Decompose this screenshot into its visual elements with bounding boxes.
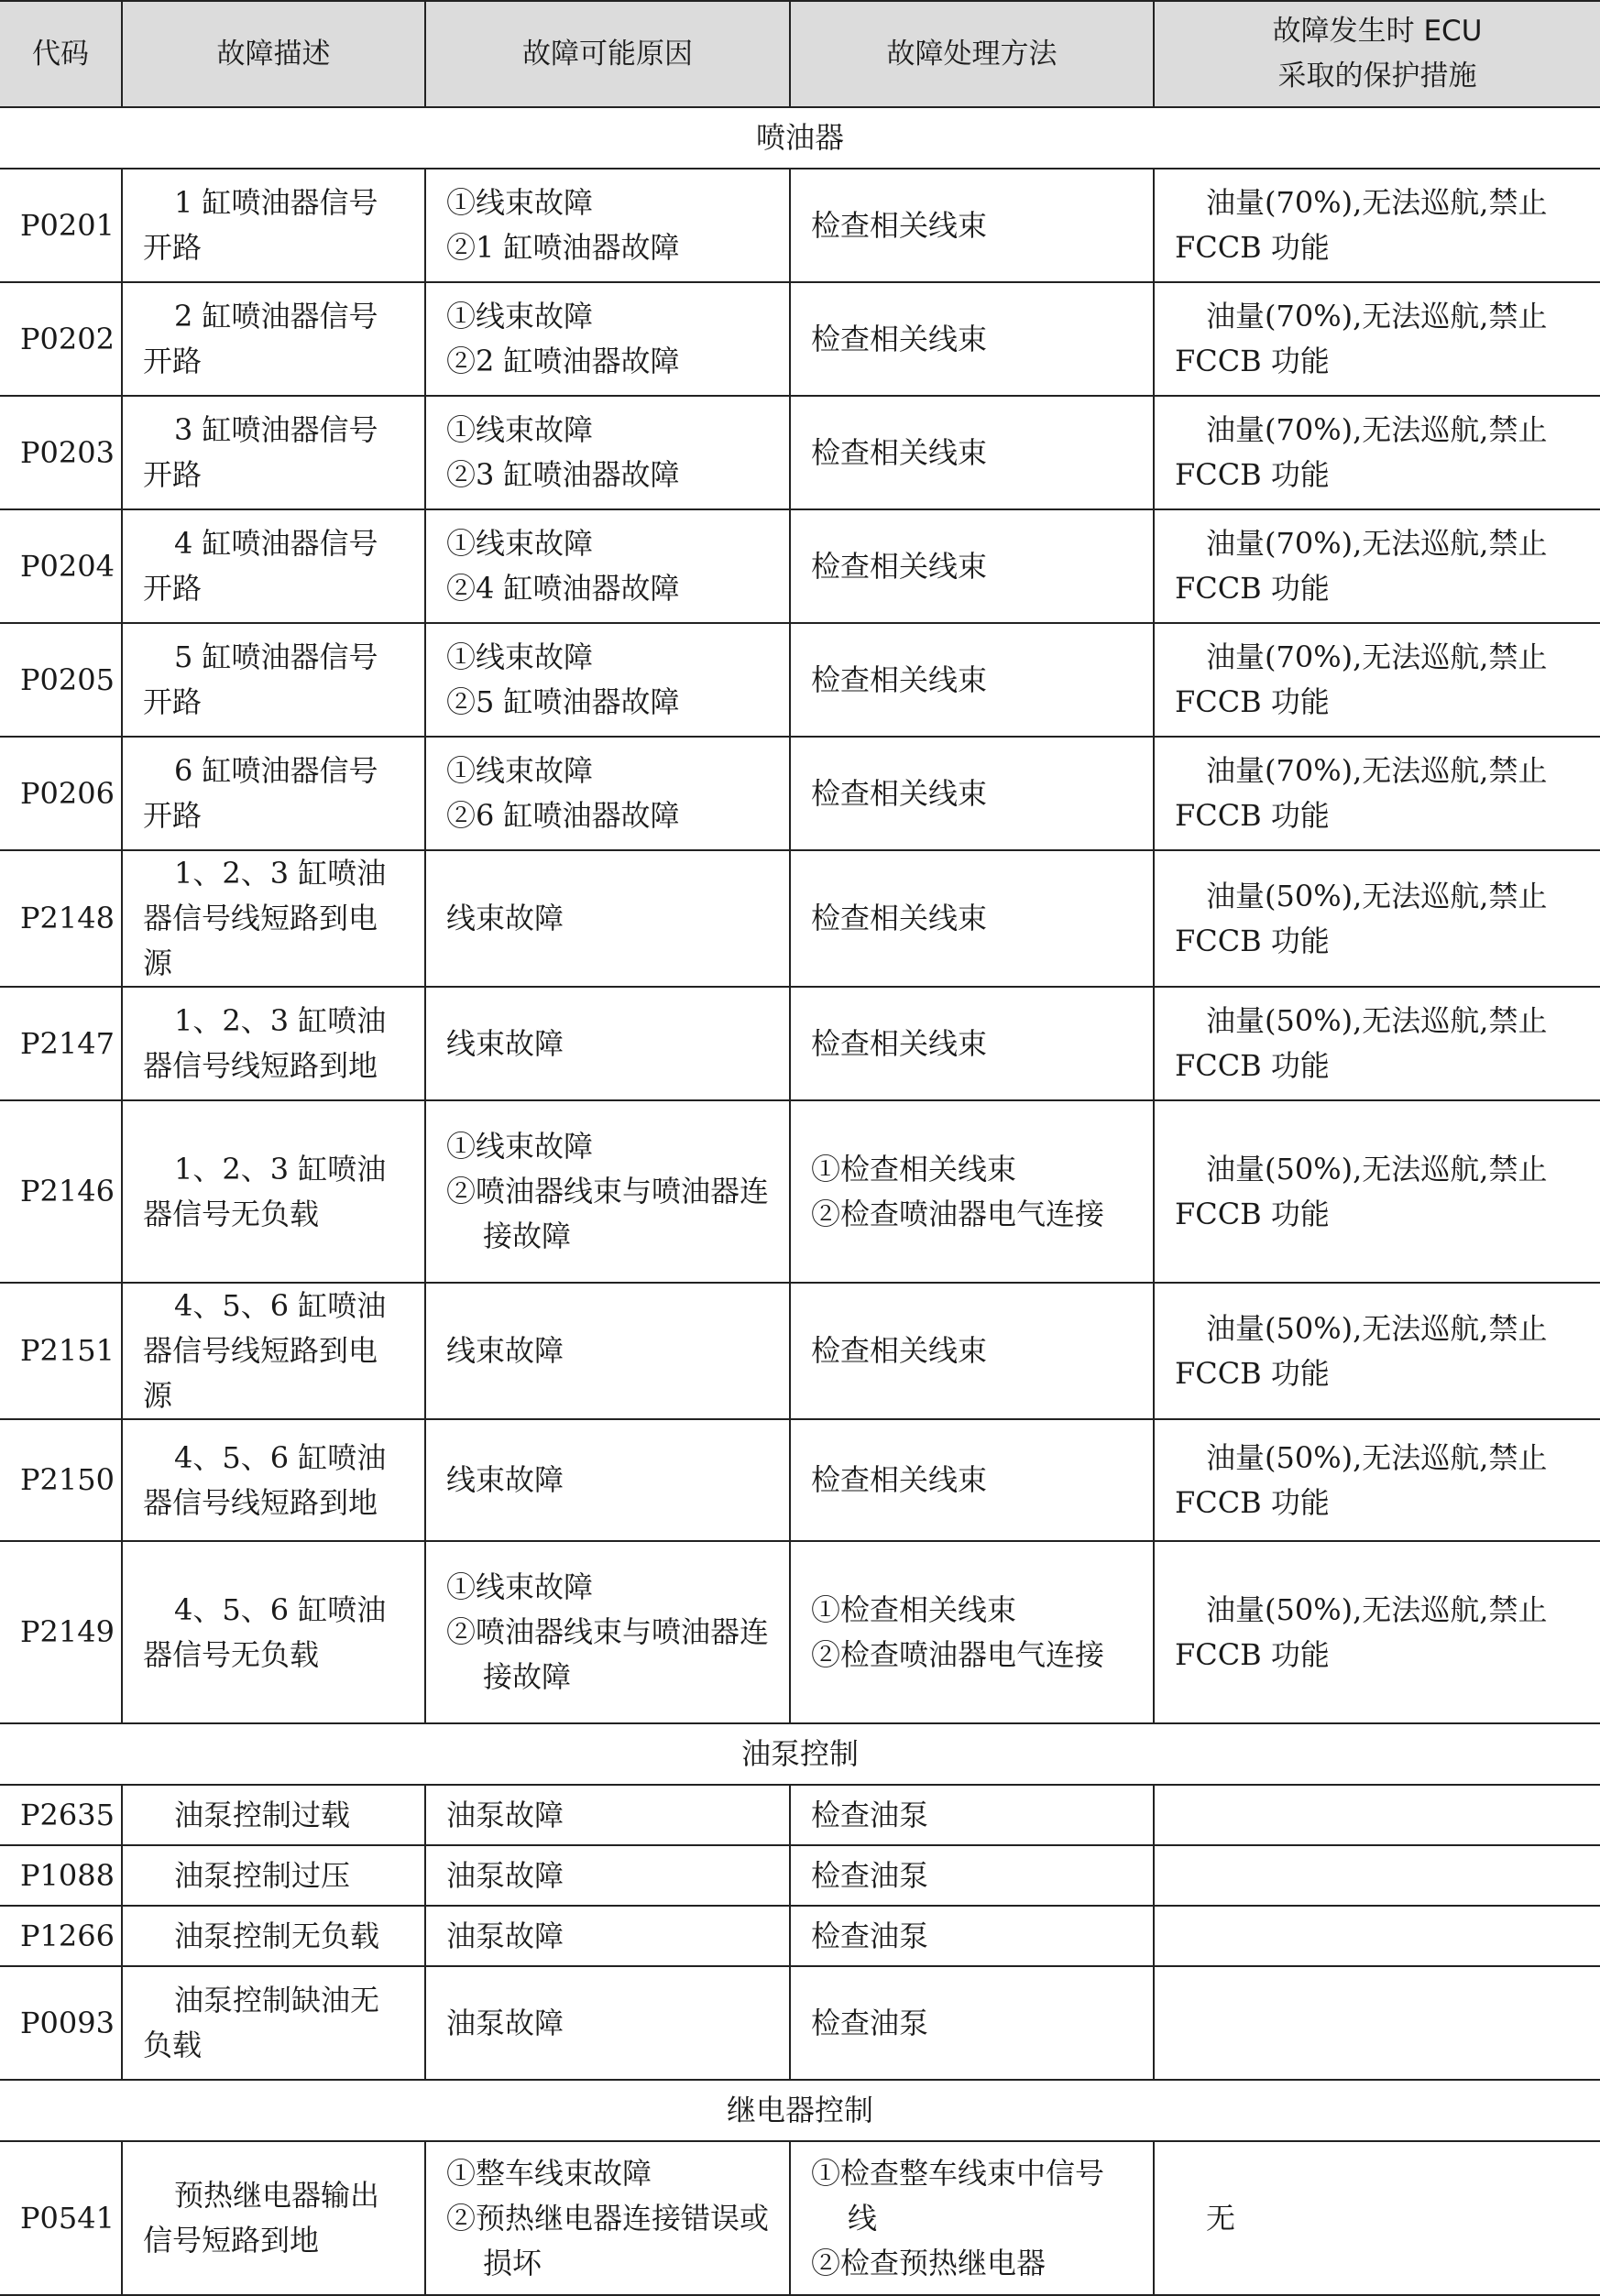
ecu-protection [1154,1966,1600,2080]
action-item: 检查相关线束 [811,321,988,356]
action-item: ②检查喷油器电气连接 [811,1196,1105,1231]
fault-actions [790,987,1154,1100]
cause-item: ②喷油器线束与喷油器连接故障 [446,1614,770,1694]
fault-description: 预热继电器输出信号短路到地 [122,2141,425,2295]
section-title: 继电器控制 [0,2080,1600,2141]
section-title: 喷油器 [0,107,1600,169]
action-item: 检查相关线束 [811,901,988,935]
cause-item: ①线束故障 [446,640,594,674]
ecu-protection: 油量(70%),无法巡航,禁止FCCB 功能 [1154,623,1600,737]
fault-code: P2148 [0,850,122,987]
action-item: 检查油泵 [811,1918,929,1953]
fault-code: P2150 [0,1419,122,1541]
fault-causes [425,169,790,282]
fault-causes [425,1906,790,1966]
header-description: 故障描述 [122,1,425,107]
fault-causes [425,850,790,987]
fault-description: 1 缸喷油器信号开路 [122,169,425,282]
action-item: 检查相关线束 [811,775,988,811]
action-item: 检查相关线束 [811,1333,988,1368]
table-row [0,509,1600,623]
fault-description: 1、2、3 缸喷油器信号线短路到地 [122,987,425,1100]
cause-item: ②2 缸喷油器故障 [446,344,680,378]
action-item: 检查油泵 [811,1797,929,1832]
fault-description: 油泵控制缺油无负载 [122,1966,425,2080]
ecu-protection: 油量(70%),无法巡航,禁止FCCB 功能 [1154,282,1600,396]
action-item: ②检查喷油器电气连接 [811,1636,1105,1672]
ecu-protection: 油量(70%),无法巡航,禁止FCCB 功能 [1154,737,1600,850]
fault-causes [425,1845,790,1906]
fault-causes [425,2141,790,2295]
action-item: ①检查相关线束 [811,1151,1017,1186]
fault-code: P0202 [0,282,122,396]
ecu-protection [1154,1906,1600,1966]
fault-actions [790,1419,1154,1541]
fault-code: P1088 [0,1845,122,1906]
fault-code: P0201 [0,169,122,282]
fault-description: 5 缸喷油器信号开路 [122,623,425,737]
action-item: ②检查预热继电器 [811,2245,1047,2280]
fault-causes [425,509,790,623]
action-item: 检查相关线束 [811,1462,988,1497]
cause-item: ①线束故障 [446,526,594,561]
section-header-row [0,2080,1600,2141]
action-item: 检查油泵 [811,2005,929,2040]
fault-causes [425,1100,790,1283]
fault-actions [790,850,1154,987]
fault-description: 油泵控制过载 [122,1785,425,1845]
table-row [0,396,1600,509]
fault-causes [425,737,790,850]
cause-item: 线束故障 [446,1462,564,1497]
fault-actions [790,1785,1154,1845]
cause-item: ②6 缸喷油器故障 [446,798,680,833]
cause-item: ①线束故障 [446,753,594,788]
fault-code: P2151 [0,1283,122,1419]
action-item: 检查油泵 [811,1857,929,1893]
cause-item: 线束故障 [446,1333,564,1368]
ecu-protection [1154,1785,1600,1845]
fault-code: P2149 [0,1541,122,1723]
section-title: 油泵控制 [0,1723,1600,1785]
ecu-protection: 油量(50%),无法巡航,禁止FCCB 功能 [1154,1283,1600,1419]
fault-causes [425,987,790,1100]
fault-description: 油泵控制过压 [122,1845,425,1906]
ecu-protection: 油量(50%),无法巡航,禁止FCCB 功能 [1154,1541,1600,1723]
header-protection-line: 故障发生时 ECU [1272,15,1483,48]
fault-code: P1266 [0,1906,122,1966]
cause-item: 油泵故障 [446,1797,564,1832]
cause-item: 油泵故障 [446,1857,564,1893]
fault-code: P2146 [0,1100,122,1283]
ecu-protection [1154,1845,1600,1906]
fault-description: 6 缸喷油器信号开路 [122,737,425,850]
ecu-protection: 油量(50%),无法巡航,禁止FCCB 功能 [1154,1100,1600,1283]
fault-actions [790,282,1154,396]
cause-item: ②1 缸喷油器故障 [446,230,680,265]
cause-item: 线束故障 [446,1025,564,1061]
fault-actions [790,169,1154,282]
fault-causes [425,1283,790,1419]
table-row [0,1906,1600,1966]
table-row [0,169,1600,282]
table-row [0,282,1600,396]
cause-item: ①整车线束故障 [446,2155,652,2191]
action-item: ①检查相关线束 [811,1591,1017,1627]
fault-description: 4、5、6 缸喷油器信号线短路到电源 [122,1283,425,1419]
ecu-protection: 油量(50%),无法巡航,禁止FCCB 功能 [1154,987,1600,1100]
fault-actions [790,509,1154,623]
ecu-protection: 油量(70%),无法巡航,禁止FCCB 功能 [1154,396,1600,509]
fault-actions [790,623,1154,737]
fault-code: P0541 [0,2141,122,2295]
fault-description: 4 缸喷油器信号开路 [122,509,425,623]
fault-description: 油泵控制无负载 [122,1906,425,1966]
ecu-protection: 油量(50%),无法巡航,禁止FCCB 功能 [1154,850,1600,987]
table-row [0,1100,1600,1283]
header-protection-line: 采取的保护措施 [1277,60,1477,93]
fault-actions [790,737,1154,850]
table-row [0,850,1600,987]
fault-causes [425,1785,790,1845]
fault-actions [790,396,1154,509]
fault-code: P0206 [0,737,122,850]
fault-description: 1、2、3 缸喷油器信号无负载 [122,1100,425,1283]
fault-actions [790,1283,1154,1419]
fault-causes [425,1966,790,2080]
ecu-protection: 油量(50%),无法巡航,禁止FCCB 功能 [1154,1419,1600,1541]
fault-actions [790,1100,1154,1283]
fault-causes [425,396,790,509]
action-item: 检查相关线束 [811,207,988,243]
ecu-protection: 油量(70%),无法巡航,禁止FCCB 功能 [1154,169,1600,282]
fault-actions [790,1845,1154,1906]
header-code: 代码 [0,1,122,107]
fault-actions [790,1906,1154,1966]
table-header-row [0,1,1600,107]
fault-code: P2147 [0,987,122,1100]
fault-description: 4、5、6 缸喷油器信号线短路到地 [122,1419,425,1541]
cause-item: ①线束故障 [446,412,594,447]
action-item: 检查相关线束 [811,661,988,697]
fault-actions [790,2141,1154,2295]
fault-code: P2635 [0,1785,122,1845]
cause-item: 线束故障 [446,901,564,935]
cause-item: ②喷油器线束与喷油器连接故障 [446,1174,770,1253]
cause-item: ②5 缸喷油器故障 [446,684,680,719]
header-action: 故障处理方法 [790,1,1154,107]
table-row [0,2141,1600,2295]
ecu-protection: 油量(70%),无法巡航,禁止FCCB 功能 [1154,509,1600,623]
action-item: 检查相关线束 [811,434,988,470]
fault-causes [425,1541,790,1723]
fault-description: 4、5、6 缸喷油器信号无负载 [122,1541,425,1723]
action-item: 检查相关线束 [811,1025,988,1061]
fault-causes [425,623,790,737]
fault-description: 2 缸喷油器信号开路 [122,282,425,396]
table-row [0,623,1600,737]
table-row [0,1419,1600,1541]
table-row [0,1785,1600,1845]
table-row [0,1283,1600,1419]
fault-causes [425,1419,790,1541]
fault-actions [790,1541,1154,1723]
fault-description: 1、2、3 缸喷油器信号线短路到电源 [122,850,425,987]
fault-causes [425,282,790,396]
cause-item: ②预热继电器连接错误或损坏 [446,2200,770,2280]
section-header-row [0,107,1600,169]
cause-item: 油泵故障 [446,2005,564,2040]
cause-item: ①线束故障 [446,1129,594,1164]
table-row [0,987,1600,1100]
header-protection [1154,1,1600,107]
table-row [0,1541,1600,1723]
fault-actions [790,1966,1154,2080]
cause-item: ①线束故障 [446,1569,594,1604]
fault-description: 3 缸喷油器信号开路 [122,396,425,509]
cause-item: ②3 缸喷油器故障 [446,457,680,492]
action-item: ①检查整车线束中信号线 [811,2155,1105,2236]
cause-item: ①线束故障 [446,185,594,220]
section-header-row [0,1723,1600,1785]
table-row [0,1966,1600,2080]
action-item: 检查相关线束 [811,548,988,584]
ecu-protection: 无 [1154,2141,1600,2295]
fault-code: P0204 [0,509,122,623]
fault-code: P0205 [0,623,122,737]
cause-item: ①线束故障 [446,299,594,333]
header-cause: 故障可能原因 [425,1,790,107]
cause-item: 油泵故障 [446,1918,564,1953]
table-row [0,1845,1600,1906]
cause-item: ②4 缸喷油器故障 [446,571,680,606]
fault-code: P0093 [0,1966,122,2080]
table-row [0,737,1600,850]
fault-code: P0203 [0,396,122,509]
